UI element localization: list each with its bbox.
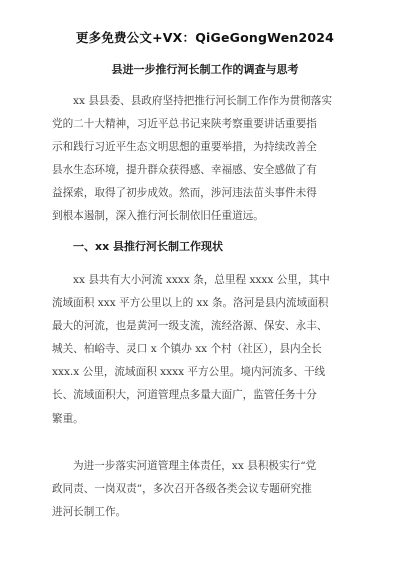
paragraph-line: xx 县共有大小河流 xxxx 条，总里程 xxxx 公里，其中 — [73, 274, 330, 286]
watermark-header: 更多免费公文+VX：QiGeGongWen2024 — [75, 30, 335, 45]
paragraph-line: 进河长制工作。 — [52, 506, 127, 519]
paragraph-line: 最大的河流，也是黄河一级支流，流经洛源、保安、永丰、 — [52, 320, 328, 333]
paragraph-line: 县水生态环境，提升群众获得感、幸福感、安全感做了有 — [52, 164, 317, 177]
paragraph-line: 益探索，取得了初步成效。然而，涉河违法苗头事件未得 — [52, 187, 317, 200]
paragraph-line: 长、流域面积大，河道管理点多量大面广，监管任务十分 — [52, 389, 317, 402]
paragraph-line: xxx.x 公里，流域面积 xxxx 平方公里。境内河流多、干线 — [52, 366, 326, 379]
status-paragraph — [52, 269, 358, 431]
paragraph-line: xx 县县委、县政府坚持把推行河长制工作作为贯彻落实 — [73, 95, 332, 107]
intro-paragraph — [52, 90, 358, 229]
paragraph-line: 繁重。 — [52, 412, 84, 425]
section-heading: 一、xx 县推行河长制工作现状 — [73, 240, 224, 253]
paragraph-line: 流域面积 xxx 平方公里以上的 xx 条。洛河是县内流域面积 — [52, 297, 329, 310]
document-title: 县进一步推行河长制工作的调查与思考 — [111, 63, 299, 76]
paragraph-line: 党的二十大精神，习近平总书记来陕考察重要讲话重要指 — [52, 118, 317, 131]
paragraph-line: 到根本遏制，深入推行河长制依旧任重道远。 — [52, 210, 264, 223]
paragraph-line: 城关、柏峪寺、灵口 x 个镇办 xx 个村（社区），县内全长 — [52, 343, 322, 356]
responsibility-paragraph — [52, 455, 358, 524]
paragraph-line: 政同责、一岗双责”，多次召开各级各类会议专题研究推 — [52, 483, 312, 496]
paragraph-line: 为进一步落实河道管理主体责任，xx 县积极实行“党 — [73, 460, 317, 472]
paragraph-line: 示和践行习近平生态文明思想的重要举措，为持续改善全 — [52, 141, 317, 154]
